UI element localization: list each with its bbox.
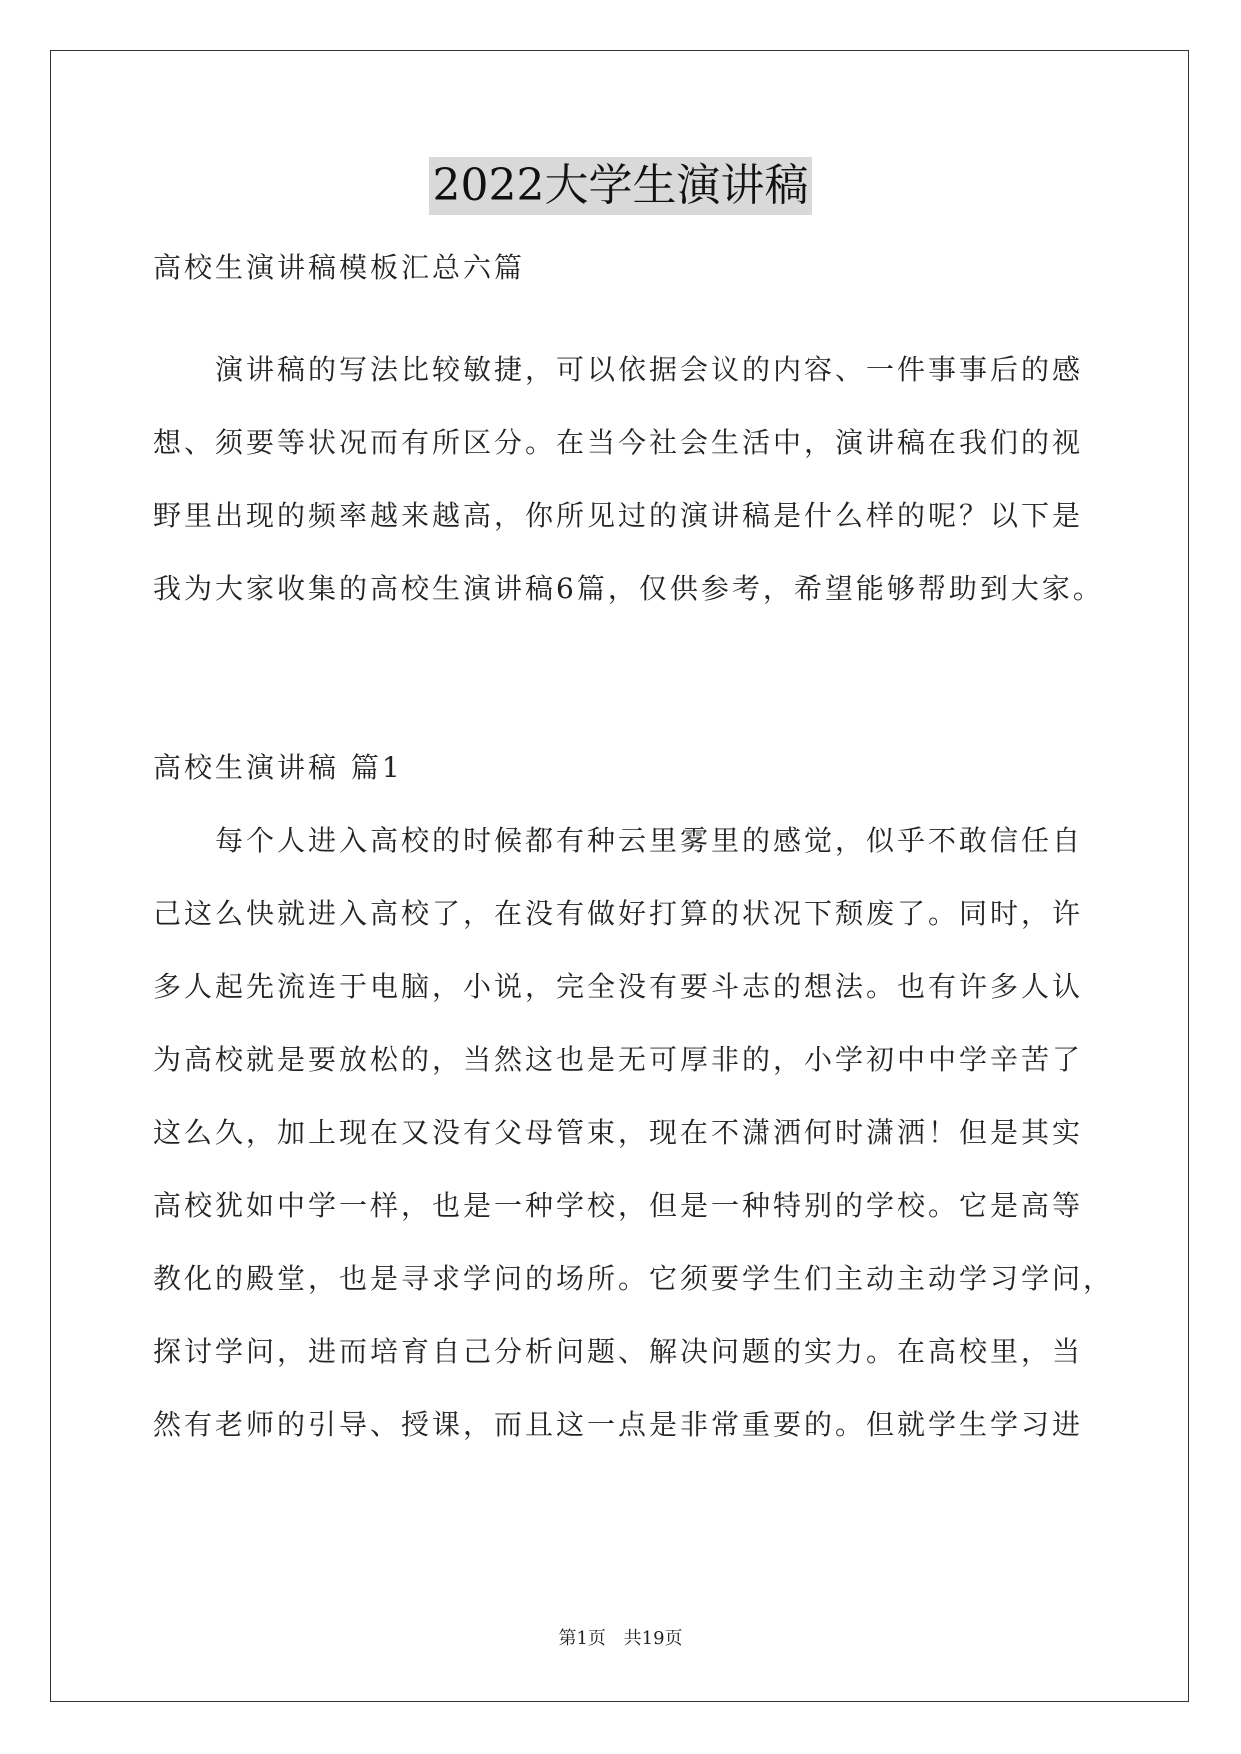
paragraph-line: 探讨学问，进而培育自己分析问题、解决问题的实力。在高校里，当 [153, 1335, 1084, 1368]
paragraph-line: 想、须要等状况而有所区分。在当今社会生活中，演讲稿在我们的视 [153, 426, 1084, 459]
paragraph-line: 为高校就是要放松的，当然这也是无可厚非的，小学初中中学辛苦了 [153, 1043, 1084, 1076]
page-total: 共19页 [623, 1628, 683, 1649]
page-border [50, 50, 1189, 1702]
paragraph-line: 己这么快就进入高校了，在没有做好打算的状况下颓废了。同时，许 [153, 897, 1084, 930]
paragraph-line: 这么久，加上现在又没有父母管束，现在不潇洒何时潇洒！但是其实 [153, 1116, 1084, 1149]
paragraph-line: 我为大家收集的高校生演讲稿6篇，仅供参考，希望能够帮助到大家。 [153, 572, 1104, 605]
paragraph-line: 高校犹如中学一样，也是一种学校，但是一种特别的学校。它是高等 [153, 1189, 1084, 1222]
paragraph-line: 演讲稿的写法比较敏捷，可以依据会议的内容、一件事事后的感 [215, 353, 1084, 386]
paragraph-line: 然有老师的引导、授课，而且这一点是非常重要的。但就学生学习进 [153, 1408, 1084, 1441]
paragraph-line: 多人起先流连于电脑，小说，完全没有要斗志的想法。也有许多人认 [153, 970, 1084, 1003]
document-title: 2022大学生演讲稿 [429, 157, 813, 215]
section-heading: 高校生演讲稿 篇1 [153, 751, 403, 784]
title-container [0, 157, 1241, 215]
document-subtitle: 高校生演讲稿模板汇总六篇 [153, 251, 526, 284]
paragraph-line: 教化的殿堂，也是寻求学问的场所。它须要学生们主动主动学习学问， [153, 1262, 1115, 1295]
page-footer [0, 1624, 1241, 1650]
page-number: 第1页 [558, 1628, 606, 1649]
paragraph-line: 野里出现的频率越来越高，你所见过的演讲稿是什么样的呢？以下是 [153, 499, 1084, 532]
paragraph-line: 每个人进入高校的时候都有种云里雾里的感觉，似乎不敢信任自 [215, 824, 1084, 857]
